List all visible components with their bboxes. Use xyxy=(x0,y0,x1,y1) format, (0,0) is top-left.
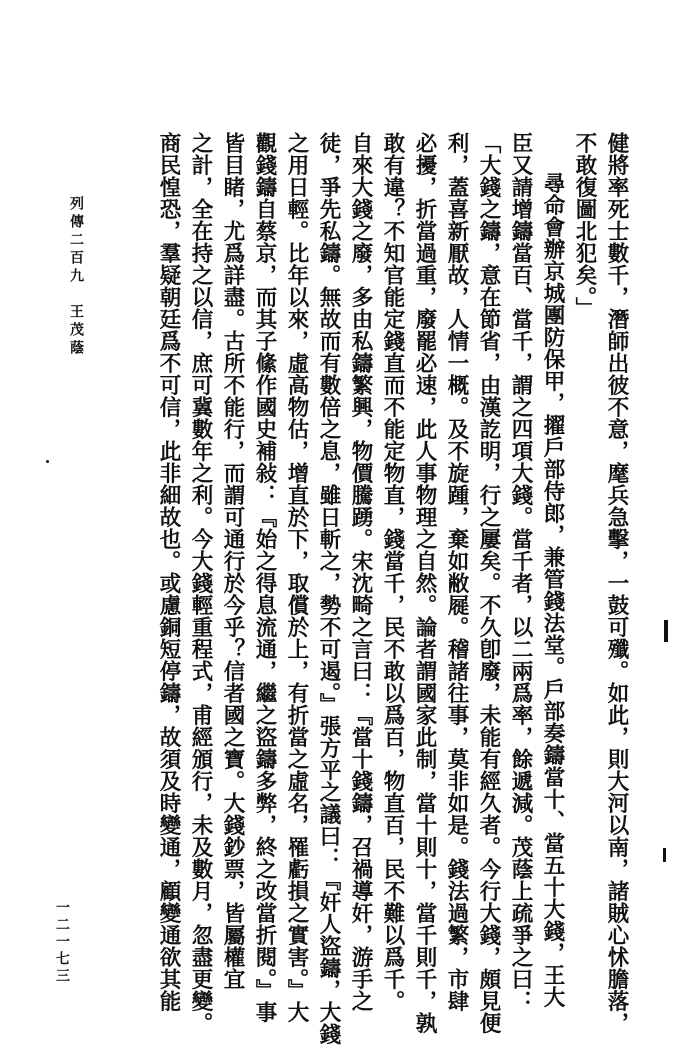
scan-mark-right-bottom xyxy=(663,848,666,862)
scan-speck-left xyxy=(46,460,49,463)
text-column-3: 尋命會辦京城團防保甲，擢戶部侍郎，兼管錢法堂。戶部奏鑄當十、當五十大錢，王大 xyxy=(540,172,565,1008)
text-column-5: 「大錢之鑄，意在節省，由漢訖明，行之屢矣。不久卽廢，未能有經久者。今行大錢，頗見便 xyxy=(476,132,501,1034)
page-number: 一二一七三 xyxy=(54,900,70,985)
text-column-12: 觀錢鑄自蔡京，而其子絛作國史補敍：『始之得息流通，繼之盜鑄多弊，終之改當折閱。』事 xyxy=(252,132,277,1024)
text-column-11: 之用日輕。比年以來，虛高物估，增直於下，取償於上，有折當之虛名，罹虧損之實害。』大 xyxy=(284,132,309,1024)
text-column-4: 臣又請增鑄當百、當千，謂之四項大錢。當千者，以二兩爲率，餘遞減。茂蔭上疏爭之曰： xyxy=(508,132,533,1012)
text-column-13: 皆目睹，尤爲詳盡。古所不能行，而謂可通行於今乎？信者國之寶。大錢鈔票，皆屬權宜 xyxy=(220,132,245,990)
scan-mark-right-top xyxy=(664,620,668,642)
text-column-8: 敢有違？不知官能定錢直而不能定物直，錢當千，民不敢以爲百，物直百，民不難以爲千。 xyxy=(380,132,405,1012)
text-column-1: 健將率死士數千，潛師出彼不意，麾兵急擊，一鼓可殲。如此，則大河以南，諸賊心怵膽落， xyxy=(604,132,629,1034)
text-column-2: 不敢復圖北犯矣。」 xyxy=(572,132,597,320)
text-column-14: 之計，全在持之以信，庶可冀數年之利。今大錢輕重程式，甫經頒行，未及數月，忽盡更變。 xyxy=(188,132,213,1034)
text-column-6: 利，蓋喜新厭故，人情一概。及不旋踵，棄如敝屣。稽諸往事，莫非如是。錢法過繁，市肆 xyxy=(444,132,469,1012)
running-head: 列傳二百九 王茂蔭 xyxy=(68,196,84,358)
text-column-9: 自來大錢之廢，多由私鑄繁興，物價騰踴。宋沈畸之言曰：『當十錢鑄，召禍導奸，游手之 xyxy=(348,132,373,1012)
text-column-10: 徒，爭先私鑄。無故而有數倍之息，雖日斬之，勢不可遏。』張方平之議曰：『奸人盜鑄，大錢 xyxy=(316,132,341,1045)
text-column-7: 必擾，折當過重，廢罷必速，此人事物理之自然。論者謂國家此制，當十則十，當千則千，孰 xyxy=(412,132,437,1034)
text-column-15: 商民惶恐，羣疑朝廷爲不可信，此非細故也。或慮銅短停鑄，故須及時變通，顧變通欲其能 xyxy=(156,132,181,1012)
